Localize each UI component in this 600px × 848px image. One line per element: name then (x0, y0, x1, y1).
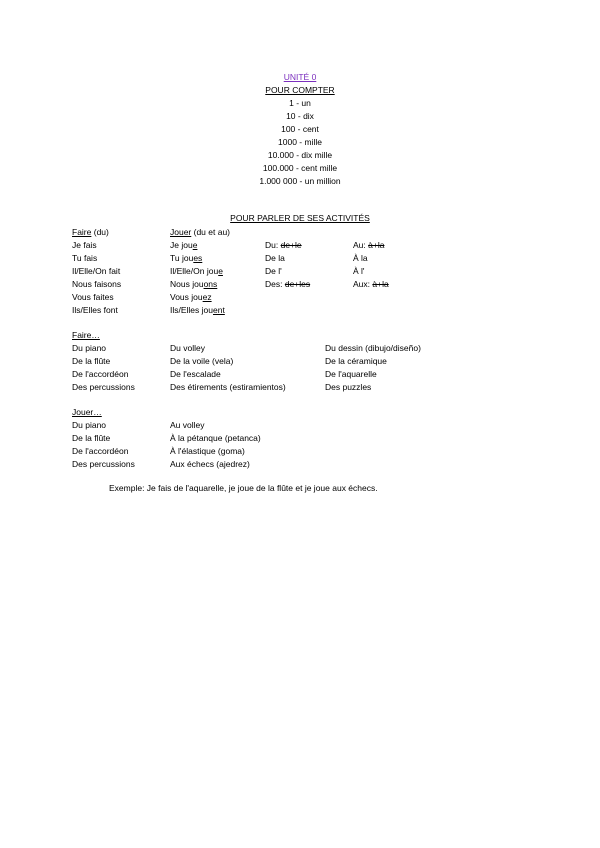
au-rule: Au: à+la (353, 240, 385, 250)
jouer-heading: Jouer (du et au) (170, 227, 231, 237)
example-sentence: Exemple: Je fais de l'aquarelle, je joue de la flûte et je joue aux échecs. (109, 483, 378, 493)
jouer-conj: Ils/Elles jouent (170, 305, 225, 315)
jouer-item: Du piano (72, 420, 107, 430)
faire-conj: Je fais (72, 240, 97, 250)
faire-item: Du volley (170, 343, 205, 353)
faire-conj: Tu fais (72, 253, 98, 263)
jouer-item: Des percussions (72, 459, 135, 469)
faire-item: Du dessin (dibujo/diseño) (325, 343, 421, 353)
faire-item: De la voile (vela) (170, 356, 234, 366)
faire-conj: Ils/Elles font (72, 305, 118, 315)
faire-item: De la flûte (72, 356, 111, 366)
jouer-section-title: Jouer… (72, 407, 102, 417)
jouer-item: De l'accordéon (72, 446, 129, 456)
faire-conj: Il/Elle/On fait (72, 266, 121, 276)
count-line: 10.000 - dix mille (267, 150, 333, 160)
faire-item: De l'aquarelle (325, 369, 377, 379)
jouer-item: Au volley (170, 420, 205, 430)
du-rule: Du: de+le (265, 240, 302, 250)
jouer-item: De la flûte (72, 433, 111, 443)
jouer-conj: Nous jouons (170, 279, 218, 289)
faire-item: Du piano (72, 343, 107, 353)
de-la-rule: De la (265, 253, 285, 263)
faire-item: Des puzzles (325, 382, 372, 392)
faire-conj: Vous faites (72, 292, 114, 302)
faire-item: De l'escalade (170, 369, 221, 379)
jouer-conj: Tu joues (170, 253, 203, 263)
faire-item: Des étirements (estiramientos) (170, 382, 286, 392)
faire-item: De l'accordéon (72, 369, 129, 379)
jouer-conj: Je joue (170, 240, 198, 250)
faire-section-title: Faire… (72, 330, 100, 340)
count-line: 1.000 000 - un million (259, 176, 341, 186)
counting-title: POUR COMPTER (265, 85, 335, 95)
jouer-conj: Il/Elle/On joue (170, 266, 223, 276)
count-line: 100.000 - cent mille (262, 163, 338, 173)
unit-title[interactable]: UNITÉ 0 (283, 72, 317, 82)
jouer-item: À la pétanque (petanca) (170, 433, 261, 443)
jouer-item: Aux échecs (ajedrez) (170, 459, 250, 469)
faire-conj: Nous faisons (72, 279, 122, 289)
count-line: 10 - dix (286, 111, 314, 121)
a-la-rule: À la (353, 253, 368, 263)
jouer-conj: Vous jouez (170, 292, 212, 302)
a-l-rule: À l' (353, 266, 365, 276)
activities-title: POUR PARLER DE SES ACTIVITÉS (230, 213, 370, 223)
aux-rule: Aux: à+la (353, 279, 389, 289)
faire-heading: Faire (du) (72, 227, 109, 237)
des-rule: Des: de+les (265, 279, 311, 289)
count-line: 1000 - mille (278, 137, 322, 147)
count-line: 100 - cent (281, 124, 319, 134)
count-line: 1 - un (289, 98, 311, 108)
de-l-rule: De l' (265, 266, 282, 276)
faire-item: De la céramique (325, 356, 387, 366)
faire-item: Des percussions (72, 382, 135, 392)
jouer-item: À l'élastique (goma) (170, 446, 245, 456)
